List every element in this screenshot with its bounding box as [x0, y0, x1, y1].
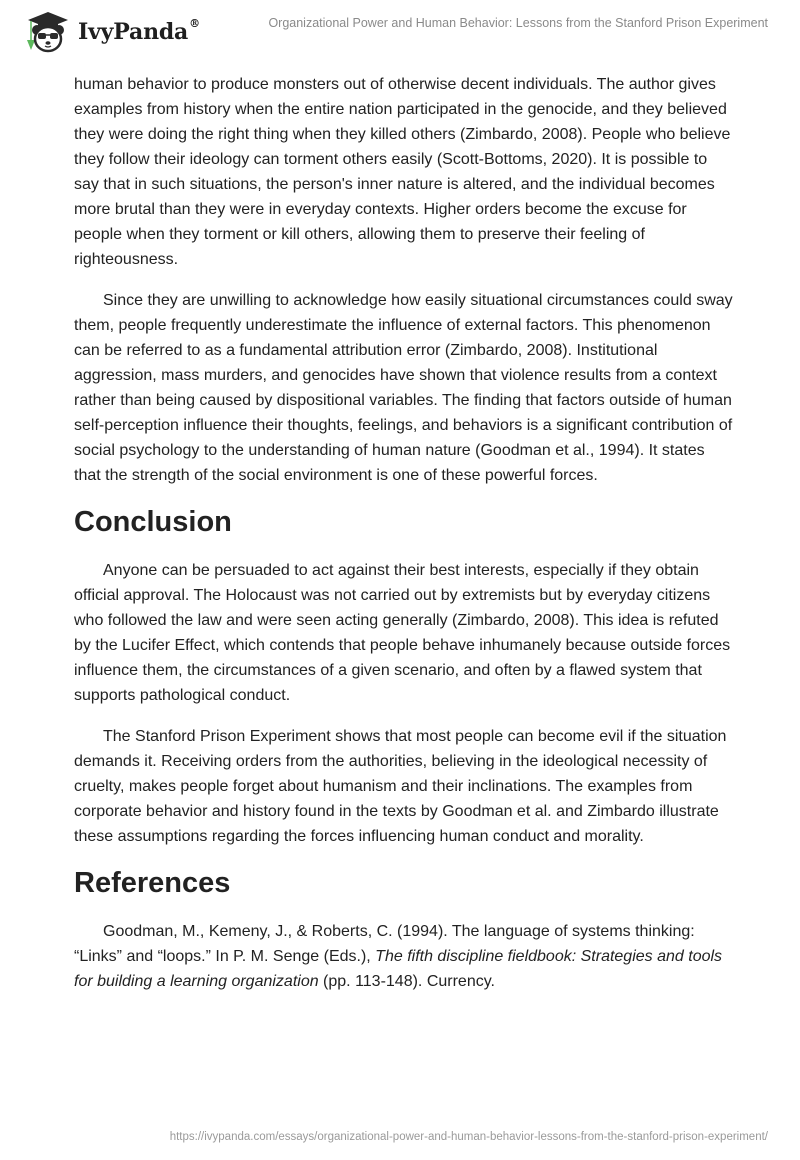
paragraph: The Stanford Prison Experiment shows that most people can become evil if the situation demands it. Receiving orders from the authorities, believing in the ideological necessity of cruelty, makes people forget about humanism and their inclinations. The examples from corporate behavior and history found in the texts by Goodman et al. and Zimbardo illustrate these assumptions regarding the forces influencing human conduct and morality. — [74, 728, 727, 845]
reference-pages: (pp. 113-148). Currency. — [318, 973, 495, 990]
reference-authors: Goodman, M., Kemeny, J., & Roberts, C. (1994). The language of systems thinking: “Links” and “loops.” In P. M. Senge (Eds.), — [74, 923, 695, 965]
source-url[interactable]: https://ivypanda.com/essays/organizational-power-and-human-behavior-lessons-from-the-stanford-prison-experiment/ — [169, 1131, 768, 1143]
reference-book-title: The fifth discipline fieldbook: Strategies and tools for building a learning organization — [74, 948, 723, 990]
conclusion-heading: Conclusion — [74, 506, 232, 538]
paragraph: Anyone can be persuaded to act against their best interests, especially if they obtain official approval. The Holocaust was not carried out by extremists but by everyday citizens who followed the law and were seen acting generally (Zimbardo, 2008). This idea is refuted by the Lucifer Effect, which contends that people behave inhumanely because outside forces influence them, the circumstances of a given scenario, and often by a flawed system that supports pathological conduct. — [74, 562, 731, 704]
essay-body — [74, 72, 734, 1010]
page-header — [0, 0, 800, 60]
brand-text: IvyPanda — [78, 19, 189, 45]
reference-entry — [74, 919, 734, 994]
paragraph: Since they are unwilling to acknowledge how easily situational circumstances could sway them, people frequently underestimate the influence of external factors. This phenomenon can be referred to as a fundamental attribution error (Zimbardo, 2008). Institutional aggression, mass murders, and genocides have shown that violence results from a context rather than being caused by dispositional variables. The finding that factors outside of human self-perception influence their thoughts, feelings, and behaviors is a significant contribution of social psychology to the understanding of human nature (Goodman et al., 1994). It states that the strength of the social environment is one of these powerful forces. — [74, 292, 733, 484]
brand-name — [78, 19, 200, 45]
panda-graduate-icon — [22, 8, 74, 56]
document-title: Organizational Power and Human Behavior: Lessons from the Stanford Prison Experiment — [268, 16, 768, 30]
paragraph: human behavior to produce monsters out of otherwise decent individuals. The author gives examples from history when the entire nation participated in the genocide, and they believed they were doing the right thing when they killed others (Zimbardo, 2008). People who believe they follow their ideology can torment others easily (Scott-Bottoms, 2020). It is possible to say that in such situations, the person's inner nature is altered, and the individual becomes more brutal than they were in everyday contexts. Higher orders become the excuse for people when they torment or kill others, allowing them to preserve their feeling of righteousness. — [74, 76, 731, 268]
references-heading: References — [74, 867, 231, 899]
registered-mark: ® — [189, 17, 200, 30]
ivypanda-logo[interactable] — [22, 8, 200, 56]
